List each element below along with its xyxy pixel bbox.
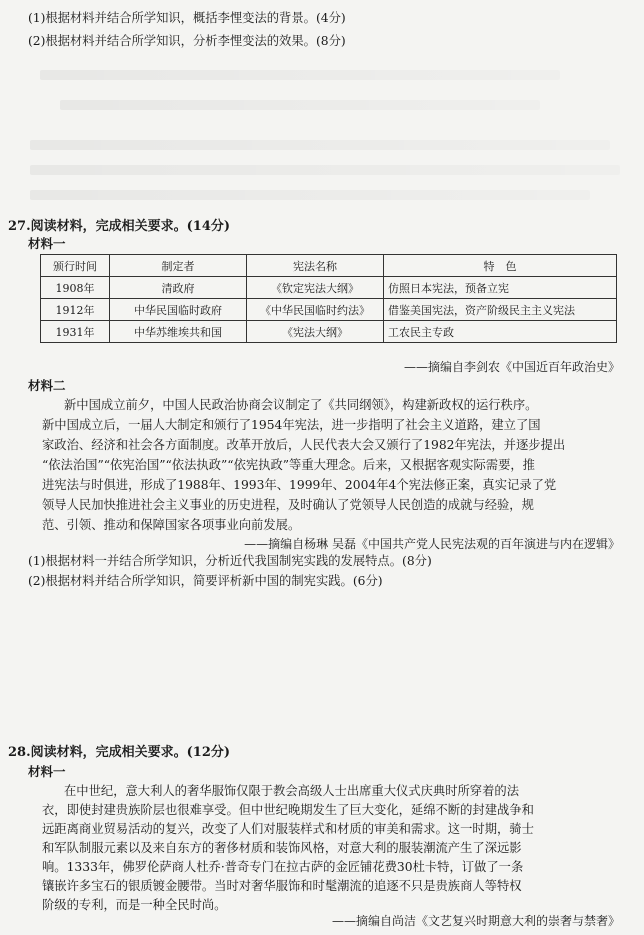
table-header: 宪法名称 <box>247 255 384 277</box>
bleed-through-mark <box>30 140 610 150</box>
table-cell: 1908年 <box>41 277 110 299</box>
q28-material1-line: 镶嵌许多宝石的银质镀金腰带。当时对奢华服饰和时髦潮流的追逐不只是贵族商人等特权 <box>42 879 522 893</box>
q27-material2-line: 新中国成立后，一届人大制定和颁行了1954年宪法，进一步指明了社会主义道路，建立了国 <box>42 418 541 432</box>
q28-material1-line: 衣，即使封建贵族阶层也很难享受。但中世纪晚期发生了巨大变化，延绵不断的封建战争和 <box>42 803 534 817</box>
table-cell: 中华民国临时政府 <box>110 299 247 321</box>
q28-material1-line: 阶级的专利，而是一种全民时尚。 <box>42 898 227 912</box>
table-header: 制定者 <box>110 255 247 277</box>
table-row <box>41 299 617 321</box>
q27-material2-line: 家政治、经济和社会各方面制度。改革开放后，人民代表大会又颁行了1982年宪法，并逐步提出 <box>42 438 566 452</box>
q27-source2: ——摘编自杨琳 吴磊《中国共产党人民宪法观的百年演进与内在逻辑》 <box>244 537 620 551</box>
table-cell: 《宪法大纲》 <box>247 321 384 343</box>
q28-title: 28.阅读材料，完成相关要求。(12分) <box>8 745 231 760</box>
table-row <box>41 321 617 343</box>
q27-sub1: (1)根据材料一并结合所学知识，分析近代我国制宪实践的发展特点。(8分) <box>28 554 432 568</box>
q28-material1-line: 在中世纪，意大利人的奢华服饰仅限于教会高级人士出席重大仪式庆典时所穿着的法 <box>64 784 519 798</box>
bleed-through-mark <box>40 70 560 80</box>
q27-source1: ——摘编自李剑农《中国近百年政治史》 <box>403 360 620 374</box>
table-cell: 《中华民国临时约法》 <box>247 299 384 321</box>
q27-material2-line: “依法治国”“依宪治国”“依法执政”“依宪执政”等重大理念。后来，又根据客观实际需要，推 <box>42 458 535 472</box>
q26-sub1: (1)根据材料并结合所学知识，概括李悝变法的背景。(4分) <box>28 11 346 25</box>
bleed-through-mark <box>30 165 620 175</box>
q27-material2-line: 新中国成立前夕，中国人民政治协商会议制定了《共同纲领》，构建新政权的运行秩序。 <box>64 398 538 412</box>
table-header: 颁行时间 <box>41 255 110 277</box>
q27-material2-line: 领导人民加快推进社会主义事业的历史进程，及时确认了党领导人民创造的成就与经验，规 <box>42 498 534 512</box>
table-cell: 借鉴美国宪法，资产阶级民主主义宪法 <box>384 299 617 321</box>
bleed-through-mark <box>30 190 590 200</box>
q27-title: 27.阅读材料，完成相关要求。(14分) <box>8 219 231 234</box>
q28-material1-line: 响。1333年，佛罗伦萨商人杜乔·普奇专门在拉古萨的金匠铺花费30杜卡特，订做了一条 <box>42 860 524 874</box>
q27-material2-line: 进宪法与时俱进，形成了1988年、1993年、1999年、2004年4个宪法修正案，真实记录了党 <box>42 478 557 492</box>
q27-sub2: (2)根据材料并结合所学知识，简要评析新中国的制宪实践。(6分) <box>28 574 383 588</box>
table-cell: 1931年 <box>41 321 110 343</box>
table-cell: 清政府 <box>110 277 247 299</box>
table-row <box>41 277 617 299</box>
table-cell: 《钦定宪法大纲》 <box>247 277 384 299</box>
q28-material1-line: 远距离商业贸易活动的复兴，改变了人们对服装样式和材质的审美和需求。这一时期，骑士 <box>42 822 534 836</box>
constitution-table <box>40 254 617 343</box>
table-cell: 1912年 <box>41 299 110 321</box>
q28-source1: ——摘编自尚洁《文艺复兴时期意大利的崇奢与禁奢》 <box>331 914 620 928</box>
q27-material2-line: 范、引领、推动和保障国家各项事业向前发展。 <box>42 518 301 532</box>
table-header-row <box>41 255 617 277</box>
bleed-through-mark <box>60 100 540 110</box>
table-cell: 中华苏维埃共和国 <box>110 321 247 343</box>
q27-material2-label: 材料二 <box>28 378 66 393</box>
table-cell: 工农民主专政 <box>384 321 617 343</box>
table-header: 特 色 <box>384 255 617 277</box>
table-cell: 仿照日本宪法，预备立宪 <box>384 277 617 299</box>
q28-material1-label: 材料一 <box>28 764 66 779</box>
q28-material1-line: 和军队制服元素以及来自东方的奢侈材质和装饰风格，对意大利的服装潮流产生了深远影 <box>42 841 522 855</box>
q27-material1-label: 材料一 <box>28 236 66 251</box>
q26-sub2: (2)根据材料并结合所学知识，分析李悝变法的效果。(8分) <box>28 34 346 48</box>
